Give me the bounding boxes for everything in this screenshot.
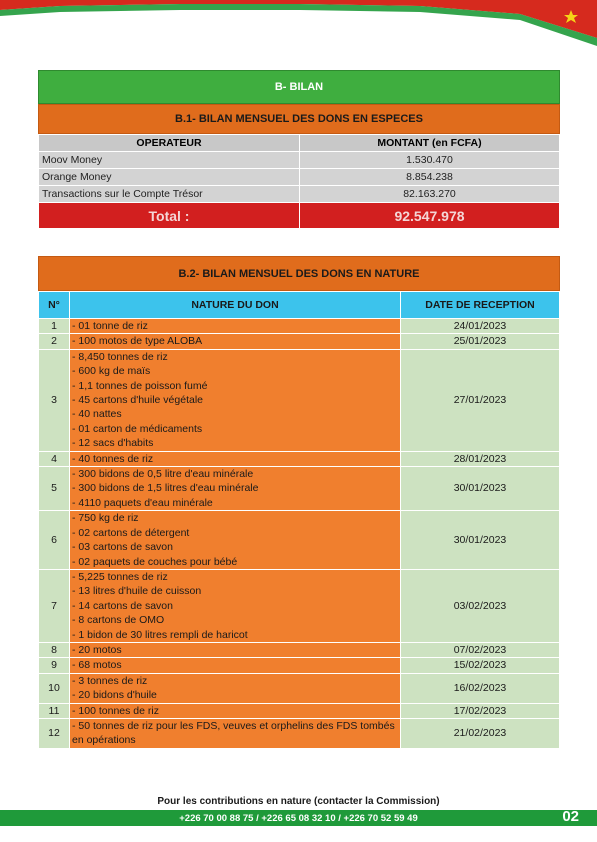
row-number: 7 — [39, 569, 70, 642]
donation-item: - 20 bidons d'huile — [72, 689, 157, 702]
donation-nature — [70, 718, 401, 748]
b1-title-text: B.1- BILAN MENSUEL DES DONS EN ESPECES — [175, 113, 423, 125]
table-row — [39, 152, 560, 169]
operator-cell: Orange Money — [39, 169, 300, 186]
table-row — [39, 718, 560, 748]
table-row — [39, 186, 560, 203]
donation-nature — [70, 642, 401, 657]
footer-phones-bar — [0, 810, 597, 826]
donation-item: - 750 kg de riz — [72, 512, 139, 525]
donation-item: - 68 motos — [72, 659, 122, 672]
in-kind-donations-table — [38, 291, 560, 749]
operator-cell: Moov Money — [39, 152, 300, 169]
donation-item: - 13 litres d'huile de cuisson — [72, 585, 202, 598]
donation-nature — [70, 319, 401, 334]
donation-item: - 300 bidons de 1,5 litres d'eau minérale — [72, 482, 259, 495]
donation-nature — [70, 467, 401, 511]
donation-item: - 45 cartons d'huile végétale — [72, 394, 204, 407]
donation-nature — [70, 451, 401, 466]
total-value: 92.547.978 — [300, 203, 560, 229]
header-nature: NATURE DU DON — [70, 292, 401, 319]
row-number: 11 — [39, 703, 70, 718]
table-row — [39, 703, 560, 718]
donation-item: - 12 sacs d'habits — [72, 437, 154, 450]
donation-item: - 01 tonne de riz — [72, 320, 148, 332]
donation-item: - 1 bidon de 30 litres rempli de haricot — [72, 628, 248, 641]
reception-date: 28/01/2023 — [401, 451, 560, 466]
header-date: DATE DE RECEPTION — [401, 292, 560, 319]
page-number: 02 — [562, 808, 579, 825]
reception-date: 21/02/2023 — [401, 718, 560, 748]
donation-nature — [70, 334, 401, 349]
header-operator: OPERATEUR — [39, 135, 300, 152]
donation-item: - 20 motos — [72, 643, 122, 656]
donation-nature — [70, 703, 401, 718]
donation-item: - 5,225 tonnes de riz — [72, 570, 168, 583]
reception-date: 27/01/2023 — [401, 349, 560, 451]
b1-title — [38, 104, 560, 134]
donation-item: - 02 paquets de couches pour bébé — [72, 555, 238, 568]
donation-item: - 3 tonnes de riz — [72, 674, 148, 687]
reception-date: 15/02/2023 — [401, 658, 560, 673]
footer-phones: +226 70 00 88 75 / +226 65 08 32 10 / +226 70 52 59 49 — [179, 812, 418, 824]
donation-item: - 300 bidons de 0,5 litre d'eau minérale — [72, 468, 254, 481]
row-number: 8 — [39, 642, 70, 657]
header-number: N° — [39, 292, 70, 319]
row-number: 5 — [39, 467, 70, 511]
donation-item: - 8 cartons de OMO — [72, 614, 165, 627]
amount-cell: 1.530.470 — [300, 152, 560, 169]
row-number: 6 — [39, 511, 70, 570]
reception-date: 16/02/2023 — [401, 673, 560, 703]
table-row — [39, 451, 560, 466]
table-header-row — [39, 135, 560, 152]
donation-item: - 02 cartons de détergent — [72, 526, 190, 539]
reception-date: 30/01/2023 — [401, 467, 560, 511]
donation-item: - 40 tonnes de riz — [72, 452, 154, 465]
table-row — [39, 642, 560, 657]
donation-nature — [70, 349, 401, 451]
b2-title-text: B.2- BILAN MENSUEL DES DONS EN NATURE — [178, 267, 420, 280]
flag-corner — [0, 0, 597, 46]
reception-date: 25/01/2023 — [401, 334, 560, 349]
row-number: 12 — [39, 718, 70, 748]
amount-cell: 8.854.238 — [300, 169, 560, 186]
row-number: 4 — [39, 451, 70, 466]
in-kind-donations-body — [39, 319, 560, 749]
donation-item: - 100 tonnes de riz — [72, 704, 159, 717]
section-b-title — [38, 70, 560, 104]
table-row — [39, 467, 560, 511]
table-row — [39, 511, 560, 570]
donation-item: - 600 kg de maïs — [72, 365, 151, 378]
donation-item: - 03 cartons de savon — [72, 541, 173, 554]
table-row — [39, 658, 560, 673]
table-header-row — [39, 292, 560, 319]
table-row — [39, 319, 560, 334]
amount-cell: 82.163.270 — [300, 186, 560, 203]
reception-date: 30/01/2023 — [401, 511, 560, 570]
section-b-title-text: B- BILAN — [274, 81, 324, 93]
b2-title — [38, 256, 560, 291]
reception-date: 24/01/2023 — [401, 319, 560, 334]
donation-item: - 01 carton de médicaments — [72, 422, 203, 435]
table-row — [39, 169, 560, 186]
donation-item: - 4110 paquets d'eau minérale — [72, 496, 213, 509]
table-row — [39, 569, 560, 642]
donation-nature — [70, 511, 401, 570]
donation-item: - 40 nattes — [72, 408, 122, 421]
row-number: 3 — [39, 349, 70, 451]
donation-item: - 14 cartons de savon — [72, 599, 173, 612]
donation-nature — [70, 569, 401, 642]
reception-date: 03/02/2023 — [401, 569, 560, 642]
row-number: 1 — [39, 319, 70, 334]
header-amount: MONTANT (en FCFA) — [300, 135, 560, 152]
reception-date: 07/02/2023 — [401, 642, 560, 657]
table-row — [39, 334, 560, 349]
total-label: Total : — [39, 203, 300, 229]
row-number: 2 — [39, 334, 70, 349]
donation-item: - 8,450 tonnes de riz — [72, 350, 168, 363]
cash-donations-table — [38, 134, 560, 229]
donation-item: - 100 motos de type ALOBA — [72, 335, 203, 348]
donation-nature — [70, 658, 401, 673]
row-number: 10 — [39, 673, 70, 703]
table-row — [39, 349, 560, 451]
donation-item: - 50 tonnes de riz pour les FDS, veuves et orphelins des FDS tombés en opérations — [72, 719, 395, 747]
footer-note: Pour les contributions en nature (contacter la Commission) — [157, 796, 440, 807]
reception-date: 17/02/2023 — [401, 703, 560, 718]
row-number: 9 — [39, 658, 70, 673]
total-row — [39, 203, 560, 229]
table-row — [39, 673, 560, 703]
operator-cell: Transactions sur le Compte Trésor — [39, 186, 300, 203]
donation-item: - 1,1 tonnes de poisson fumé — [72, 379, 208, 392]
donation-nature — [70, 673, 401, 703]
